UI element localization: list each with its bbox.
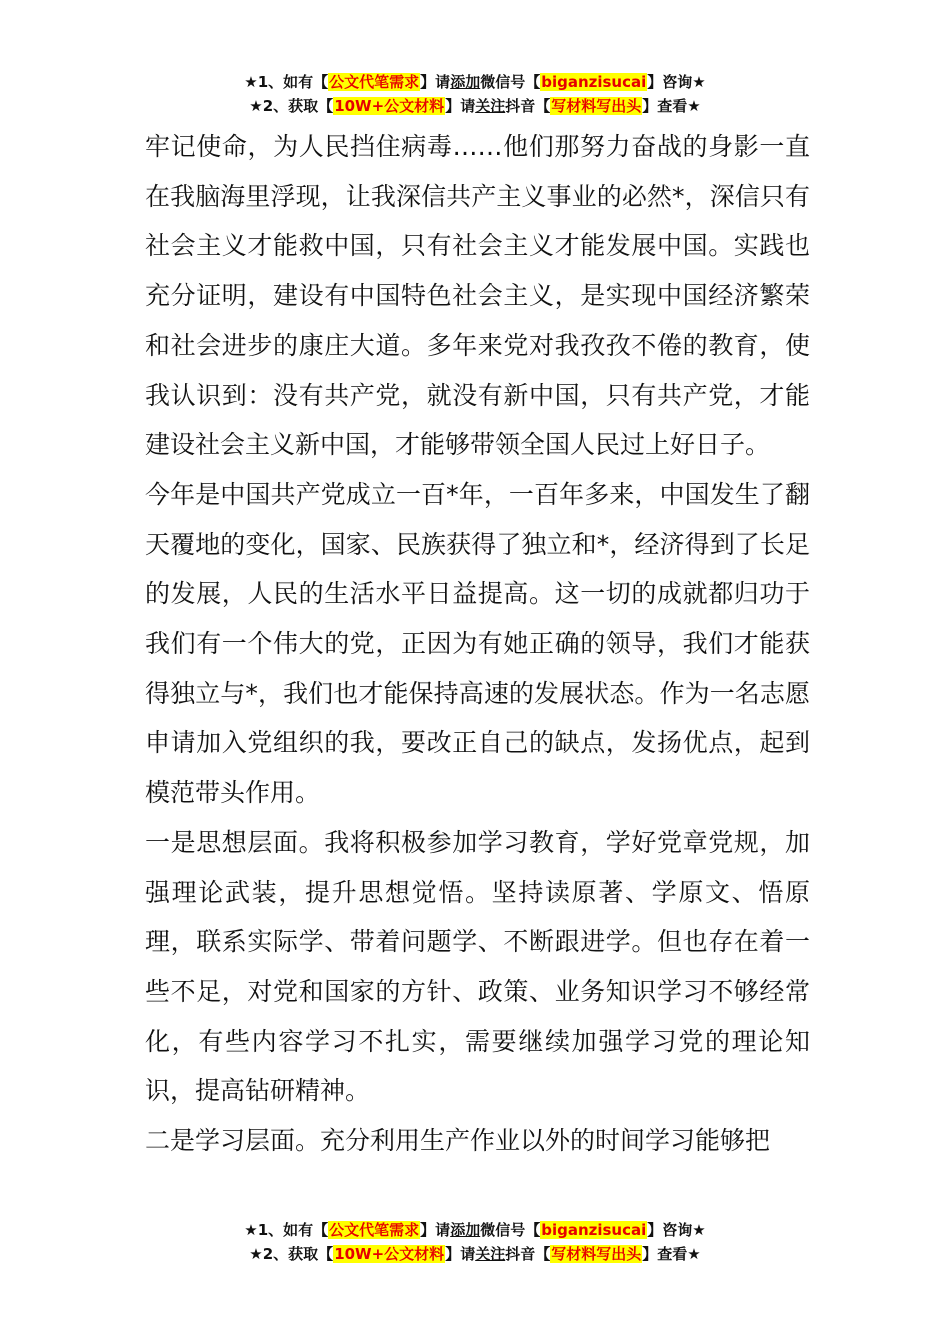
document-body [145,122,810,1166]
banner-text: 2、获取【 [262,1245,334,1263]
banner-text: 】查看★ [642,1245,701,1263]
underlined-text: 添加 [450,73,481,91]
banner-text: 1、如有【 [257,73,329,91]
banner-text: 2、获取【 [262,97,334,115]
underlined-text: 添加 [450,1221,481,1239]
banner-text: 】请 [420,1221,451,1239]
footer-banner [0,1218,950,1266]
header-banner [0,70,950,118]
underlined-text: 关注 [475,97,506,115]
banner-text: 微信号【 [480,73,541,91]
banner-text: 抖音【 [505,97,551,115]
star-icon: ★ [249,1245,263,1263]
banner-line-2 [0,94,950,118]
banner-text: 】请 [420,73,451,91]
highlight-text: biganzisucai [541,73,647,91]
banner-text: 】咨询★ [647,1221,706,1239]
banner-text: 】咨询★ [647,73,706,91]
highlight-text: 公文代笔需求 [329,1221,420,1239]
banner-text: 】查看★ [642,97,701,115]
highlight-text: 写材料写出头 [551,1245,642,1263]
banner-line-1 [0,70,950,94]
banner-text: 微信号【 [480,1221,541,1239]
banner-text: 抖音【 [505,1245,551,1263]
paragraph-2: 今年是中国共产党成立一百*年，一百年多来，中国发生了翻天覆地的变化，国家、民族获得了独立和*，经济得到了长足的发展，人民的生活水平日益提高。这一切的成就都归功于我们有一个伟大的党，正因为有她正确的领导，我们才能获得独立与*，我们也才能保持高速的发展状态。作为一名志愿申请加入党组织的我，要改正自己的缺点，发扬优点，起到模范带头作用。 [145,479,810,808]
underlined-text: 关注 [475,1245,506,1263]
banner-text: 】请 [445,97,476,115]
paragraph-1: 牢记使命，为人民挡住病毒……他们那努力奋战的身影一直在我脑海里浮现，让我深信共产主义事业的必然*，深信只有社会主义才能救中国，只有社会主义才能发展中国。实践也充分证明，建设有中国特色社会主义，是实现中国经济繁荣和社会进步的康庄大道。多年来党对我孜孜不倦的教育，使我认识到：没有共产党，就没有新中国，只有共产党，才能建设社会主义新中国，才能够带领全国人民过上好日子。 [145,132,810,460]
highlight-text: 10W+公文材料 [334,1245,445,1263]
highlight-text: biganzisucai [541,1221,647,1239]
highlight-text: 写材料写出头 [551,97,642,115]
highlight-text: 10W+公文材料 [334,97,445,115]
highlight-text: 公文代笔需求 [329,73,420,91]
star-icon: ★ [249,97,263,115]
banner-text: 1、如有【 [257,1221,329,1239]
banner-line-2 [0,1242,950,1266]
star-icon: ★ [244,73,258,91]
paragraph-3: 一是思想层面。我将积极参加学习教育，学好党章党规，加强理论武装，提升思想觉悟。坚持读原著、学原文、悟原理，联系实际学、带着问题学、不断跟进学。但也存在着一些不足，对党和国家的方针、政策、业务知识学习不够经常化，有些内容学习不扎实，需要继续加强学习党的理论知识，提高钻研精神。 [145,827,810,1106]
star-icon: ★ [244,1221,258,1239]
banner-line-1 [0,1218,950,1242]
paragraph-4: 二是学习层面。充分利用生产作业以外的时间学习能够把 [145,1126,771,1156]
banner-text: 】请 [445,1245,476,1263]
